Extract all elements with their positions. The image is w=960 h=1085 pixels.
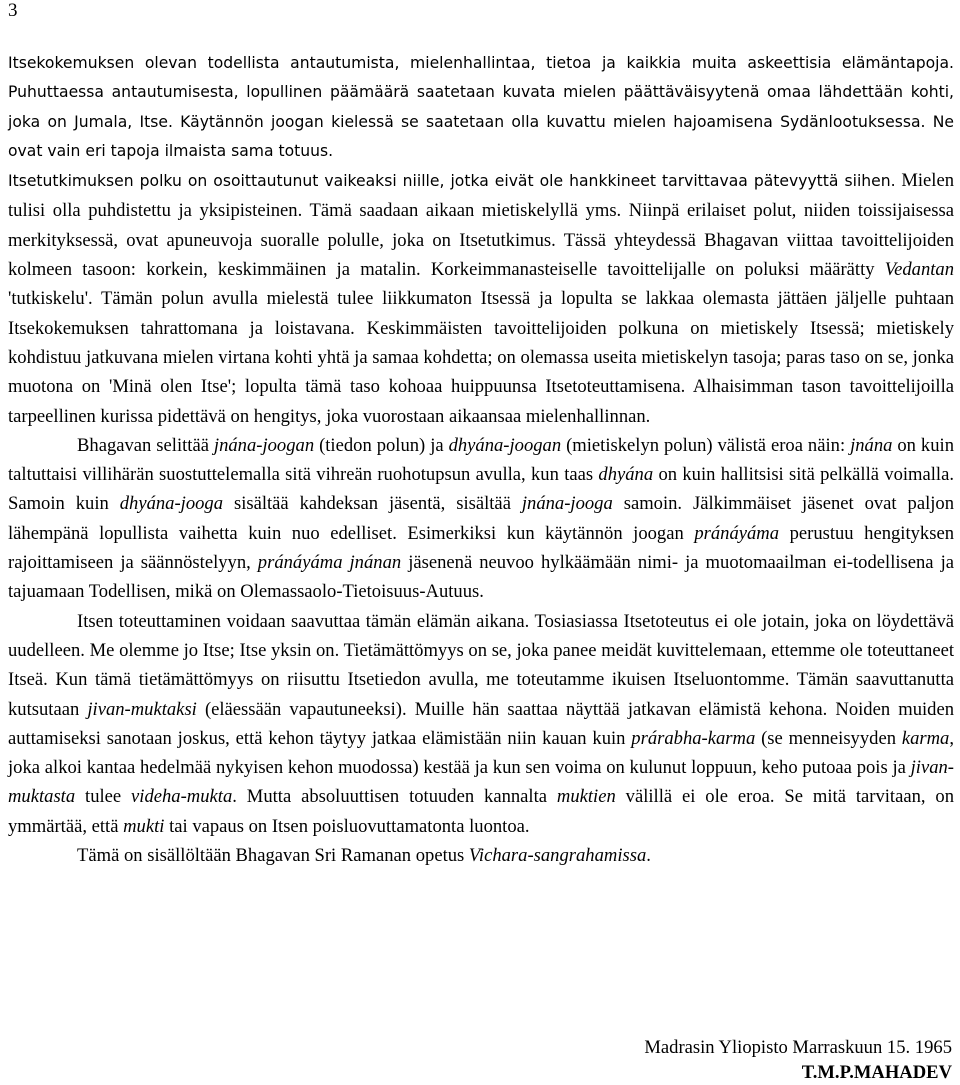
- term-dhyana-jooga: dhyána-jooga: [119, 493, 224, 515]
- term-muktien: muktien: [556, 786, 616, 808]
- paragraph-paths: [8, 166, 954, 431]
- paragraph-realization: [8, 607, 954, 841]
- text-span: .: [646, 845, 651, 867]
- text-span: välillä ei ole eroa. Se mitä tarvitaan, on ymmärtää, että: [8, 786, 954, 837]
- text-span: 'tutkiskelu'. Tämän polun avulla mielestä tulee liikkumaton Itsessä ja lopulta se lakkaa olemasta jättäen jäljelle puhtaan Itsekokemuksen tahrattomana ja loistavana. Keskimmäisten tavoittelijoiden polkuna on mietiskely Itsessä; mietiskely kohdistuu jatkuvana mielen virtana kohti yhtä ja samaa kohdetta; on olemassa useita mietiskelyn tasoja; paras taso on se, jonka muotona on 'Minä olen Itse'; lopulta tämä taso kohoaa huippuunsa Itsetoteuttamisena. Alhaisimman tason tavoittelijoilla tarpeellinen kurissa pidettävä on hengitys, joka vuorostaan aikaansaa mielenhallinnan.: [8, 288, 954, 427]
- term-jnana-jooga: jnána-jooga: [521, 493, 613, 515]
- text-span: (tiedon polun) ja: [314, 434, 449, 456]
- text-span: . Mutta absoluuttisen totuuden kannalta: [232, 786, 557, 808]
- text-span: on kuin hallitsisi sitä pelkällä voimalla. Samoin kuin: [8, 464, 954, 515]
- signature-block: [644, 1035, 952, 1085]
- term-mukti: mukti: [123, 815, 165, 837]
- term-videha-mukta: videha-mukta: [131, 786, 233, 808]
- text-span: (eläessään vapautuneeksi). Muille hän saattaa näyttää jatkavan elämistä kehona. Noiden muiden auttamiseksi sanotaan joskus, että kehon täytyy jatkaa elämistään niin kauan kuin: [8, 698, 954, 749]
- term-jnana: jnána: [850, 434, 893, 456]
- text-span: jäsenenä neuvoo hylkäämään nimi- ja muotomaailman ei-todellisena ja tajuamaan Todellisen, mikä on Olemassaolo-Tietoisuus-Autuus.: [8, 552, 955, 603]
- term-jnana-joogan: jnána-joogan: [213, 434, 315, 456]
- signature-author: T.M.P.MAHADEV: [801, 1062, 952, 1083]
- text-span: (mietiskelyn polun) välistä eroa näin:: [561, 434, 851, 456]
- body-text: [8, 49, 954, 870]
- term-pranayama: pránáyáma: [694, 522, 780, 544]
- text-span: tulee: [75, 786, 132, 808]
- signature-place-date: Madrasin Yliopisto Marraskuun 15. 1965: [644, 1037, 952, 1058]
- text-span: sisältää kahdeksan jäsentä, sisältää: [223, 493, 522, 515]
- text-span: Bhagavan selittää: [77, 434, 214, 456]
- term-dhyana: dhyána: [598, 464, 654, 486]
- paragraph-intro: Itsekokemuksen olevan todellista antautumista, mielenhallintaa, tietoa ja kaikkia muita askeettisia elämäntapoja. Puhuttaessa antautumisesta, lopullinen päämäärä saatetaan kuvata mielen päättäväisyytenä omaa lähdettään kohti, joka on Jumala, Itse. Käytännön joogan kielessä se saatetaan olla kuvattu mielen hajoamisena Sydänlootuksessa. Ne ovat vain eri tapoja ilmaista sama totuus.: [8, 54, 954, 160]
- term-dhyana-joogan: dhyána-joogan: [448, 434, 562, 456]
- term-jivan-muktaksi: jivan-muktaksi: [87, 698, 197, 720]
- term-vichara-sangrahamissa: Vichara-sangrahamissa: [468, 845, 647, 867]
- term-prarabha-karma: prárabha-karma: [631, 727, 756, 749]
- page-number: 3: [8, 0, 18, 21]
- paragraph-paths-lead: Itsetutkimuksen polku on osoittautunut vaikeaksi niille, jotka eivät ole hankkineet tarvittavaa pätevyyttä siihen.: [8, 172, 896, 191]
- text-span: , joka alkoi kantaa hedelmää nykyisen kehon muodossa) kestää ja kun sen voima on kulunut loppuun, keho putoaa pois ja: [8, 727, 955, 779]
- paragraph-jnana-dhyana: [8, 431, 954, 607]
- text-span: Tämä on sisällöltään Bhagavan Sri Ramanan opetus: [77, 845, 469, 867]
- text-span: perustuu hengityksen rajoittamiseen ja säännöstelyyn,: [8, 522, 955, 574]
- term-karma: karma: [901, 727, 950, 749]
- text-span: on kuin taltuttaisi villihärän suostuttelemalla sitä vihreän ruohotupsun avulla, kun taas: [8, 434, 954, 486]
- text-span: (se menneisyyden: [755, 727, 902, 749]
- term-pranayama-jnanan: pránáyáma jnánan: [257, 552, 402, 574]
- paragraph-closing: [8, 841, 954, 870]
- text-span: Mielen tulisi olla puhdistettu ja yksipisteinen. Tämä saadaan aikaan mietiskelyllä yms. Niinpä erilaiset polut, niiden toissijaisessa merkityksessä, ovat apuneuvoja suoralle polulle, joka on Itsetutkimus. Tässä yhteydessä Bhagavan viittaa tavoittelijoiden kolmeen tasoon: korkein, keskimmäinen ja matalin. Korkeimmanasteiselle tavoittelijalle on poluksi määrätty: [8, 170, 954, 281]
- text-span: samoin. Jälkimmäiset jäsenet ovat paljon lähempänä lopullista vaihetta kuin nuo edelliset. Esimerkiksi kun käytännön joogan: [8, 493, 954, 544]
- term-vedantan: Vedantan: [884, 259, 954, 281]
- text-span: Itsen toteuttaminen voidaan saavuttaa tämän elämän aikana. Tosiasiassa Itsetoteutus ei ole jotain, joka on löydettävä uudelleen. Me olemme jo Itse; Itse yksin on. Tietämättömyys on se, joka panee meidät kuvittelemaan, ettemme ole toteuttaneet Itseä. Kun tämä tietämättömyys on riisuttu Itsetiedon avulla, me toteutamme ikuisen Itseluontomme. Tämän saavuttanutta kutsutaan: [8, 610, 954, 720]
- term-jivan-muktasta: jivan-muktasta: [8, 757, 954, 808]
- text-span: tai vapaus on Itsen poisluovuttamatonta luontoa.: [164, 815, 530, 837]
